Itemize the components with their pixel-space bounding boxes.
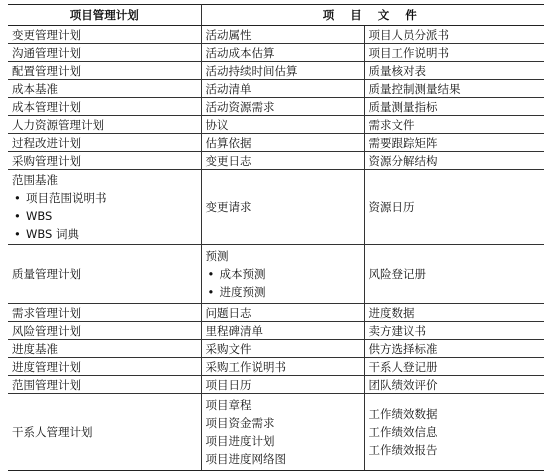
doc-bullet-list	[206, 265, 360, 301]
doc-cell: 质量测量指标	[364, 98, 544, 116]
table-row	[8, 116, 544, 134]
table-row-scope-baseline	[8, 170, 544, 245]
bullet-item: • WBS	[12, 207, 197, 225]
table-row	[8, 26, 544, 44]
table-row	[8, 80, 544, 98]
doc-item: 项目进度计划	[205, 434, 275, 448]
doc-cell: 里程碑清单	[201, 322, 364, 340]
doc-cell: 估算依据	[201, 134, 364, 152]
doc-cell: 活动持续时间估算	[201, 62, 364, 80]
doc-cell: 质量核对表	[364, 62, 544, 80]
plan-cell: 人力资源管理计划	[8, 116, 201, 134]
plan-cell: 干系人管理计划	[8, 394, 201, 471]
doc-cell	[201, 394, 364, 471]
doc-item: 项目资金需求	[205, 416, 275, 430]
bullet-item: • 进度预测	[206, 283, 360, 301]
doc-cell: 活动属性	[201, 26, 364, 44]
doc-cell: 活动成本估算	[201, 44, 364, 62]
doc-cell: 协议	[201, 116, 364, 134]
table-row	[8, 376, 544, 394]
doc-cell: 采购文件	[201, 340, 364, 358]
project-documents-table	[8, 4, 544, 471]
table-row	[8, 44, 544, 62]
doc-item: 项目进度网络图	[205, 452, 286, 466]
doc-cell: 变更请求	[201, 170, 364, 245]
table-row	[8, 152, 544, 170]
doc-cell: 活动清单	[201, 80, 364, 98]
doc-cell: 需求文件	[364, 116, 544, 134]
table-row	[8, 98, 544, 116]
doc-item: 项目章程	[205, 398, 252, 412]
doc-cell: 风险登记册	[364, 245, 544, 304]
doc-item: 工作绩效报告	[368, 443, 438, 457]
doc-cell: 团队绩效评价	[364, 376, 544, 394]
plan-cell: 变更管理计划	[8, 26, 201, 44]
table-row-quality	[8, 245, 544, 304]
header-docs: 项 目 文 件	[201, 5, 544, 26]
bullet-item: • 项目范围说明书	[12, 189, 197, 207]
doc-cell: 变更日志	[201, 152, 364, 170]
table-row-stakeholder	[8, 394, 544, 471]
table-row	[8, 304, 544, 322]
plan-bullet-list	[12, 189, 197, 243]
bullet-item: • WBS 词典	[12, 225, 197, 243]
doc-cell	[364, 394, 544, 471]
plan-cell: 沟通管理计划	[8, 44, 201, 62]
doc-cell: 项目日历	[201, 376, 364, 394]
table-row	[8, 322, 544, 340]
plan-cell: 成本管理计划	[8, 98, 201, 116]
plan-cell: 范围管理计划	[8, 376, 201, 394]
doc-item: 工作绩效信息	[368, 425, 438, 439]
plan-cell: 过程改进计划	[8, 134, 201, 152]
plan-title: 范围基准	[12, 173, 58, 187]
doc-cell: 项目工作说明书	[364, 44, 544, 62]
plan-cell: 进度管理计划	[8, 358, 201, 376]
doc-title: 预测	[205, 249, 229, 263]
doc-cell: 资源日历	[364, 170, 544, 245]
table-row	[8, 358, 544, 376]
plan-cell: 成本基准	[8, 80, 201, 98]
header-plan: 项目管理计划	[8, 5, 201, 26]
table-row	[8, 340, 544, 358]
plan-cell: 需求管理计划	[8, 304, 201, 322]
header-row	[8, 5, 544, 26]
doc-item: 工作绩效数据	[368, 407, 438, 421]
doc-cell: 干系人登记册	[364, 358, 544, 376]
doc-cell: 问题日志	[201, 304, 364, 322]
bullet-item: • 成本预测	[206, 265, 360, 283]
plan-cell	[8, 170, 201, 245]
doc-cell: 卖方建议书	[364, 322, 544, 340]
doc-cell: 采购工作说明书	[201, 358, 364, 376]
doc-cell: 项目人员分派书	[364, 26, 544, 44]
plan-cell: 风险管理计划	[8, 322, 201, 340]
doc-cell: 活动资源需求	[201, 98, 364, 116]
table-row	[8, 134, 544, 152]
doc-cell	[201, 245, 364, 304]
doc-cell: 供方选择标准	[364, 340, 544, 358]
plan-cell: 采购管理计划	[8, 152, 201, 170]
plan-cell: 配置管理计划	[8, 62, 201, 80]
doc-cell: 资源分解结构	[364, 152, 544, 170]
plan-cell: 进度基准	[8, 340, 201, 358]
doc-cell: 需要跟踪矩阵	[364, 134, 544, 152]
plan-cell: 质量管理计划	[8, 245, 201, 304]
doc-cell: 质量控制测量结果	[364, 80, 544, 98]
table-row	[8, 62, 544, 80]
doc-cell: 进度数据	[364, 304, 544, 322]
